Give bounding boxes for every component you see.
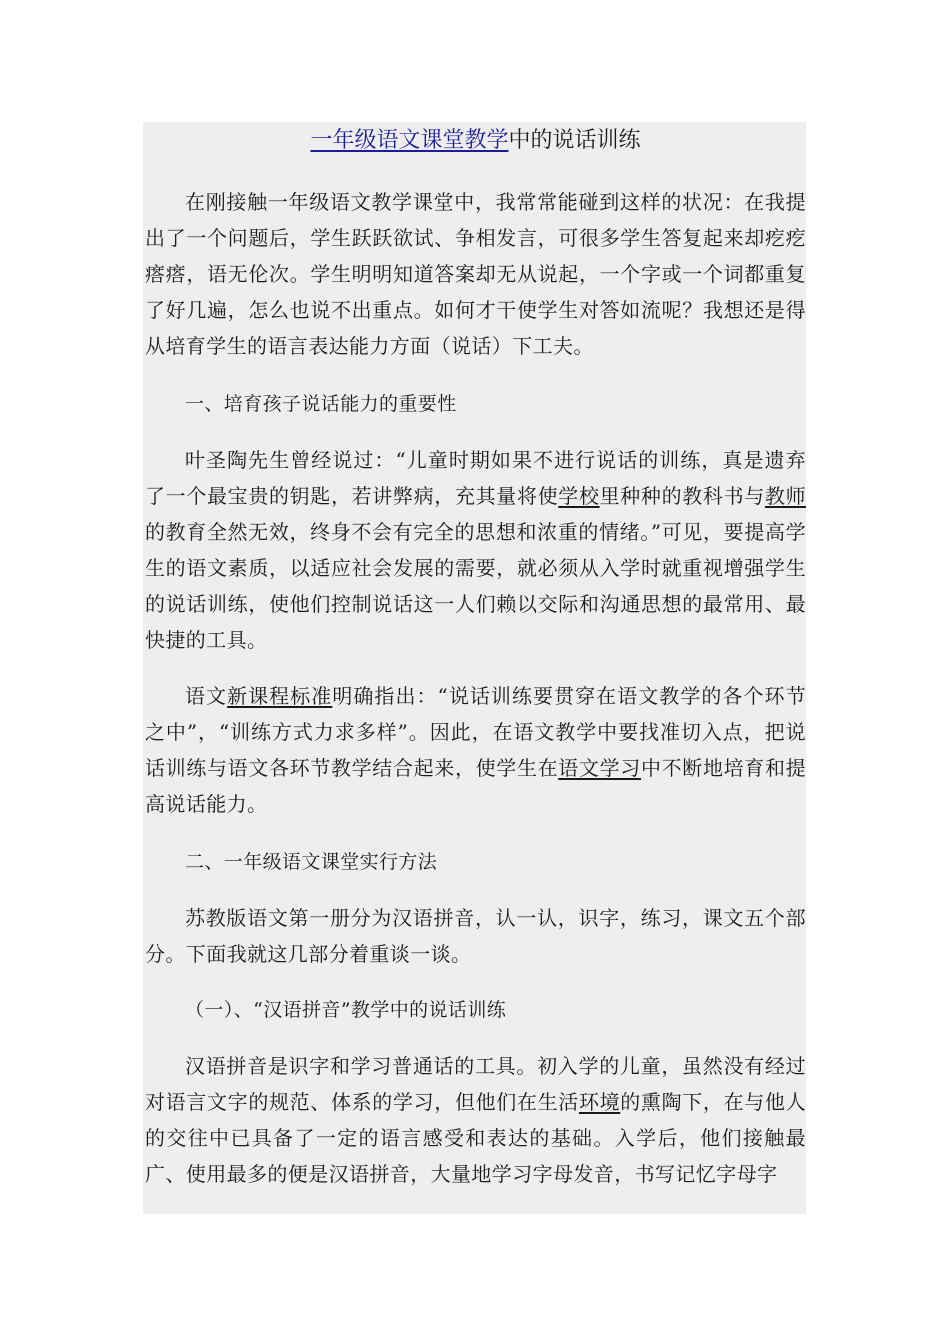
standard-text-c: 中不断地培育和提高说话能力。 <box>145 756 806 816</box>
document-title <box>145 122 806 162</box>
section-heading-2 <box>145 844 806 880</box>
title-rest: 中的说话训练 <box>508 128 641 153</box>
subsection-heading-1-text: （一）、“汉语拼音”教学中的说话训练 <box>185 999 507 1021</box>
section-heading-1 <box>145 386 806 422</box>
intro-text: 在刚接触一年级语文教学课堂中，我常常能碰到这样的状况：在我提出了一个问题后，学生跃跃欲试、争相发言，可很多学生答复起来却疙疙瘩瘩，语无伦次。学生明明知道答案却无从说起，一个字或一个词都重复了好几遍，怎么也说不出重点。如何才干使学生对答如流呢？我想还是得从培育学生的语言表达能力方面（说话）下工夫。 <box>145 190 806 358</box>
quote-paragraph <box>145 442 806 658</box>
subsection-heading-1 <box>145 992 806 1028</box>
keyword-link-teacher[interactable]: 教师 <box>764 484 806 508</box>
pinyin-paragraph <box>145 1048 806 1192</box>
standard-paragraph <box>145 678 806 822</box>
document-page <box>143 122 806 1214</box>
section-heading-1-text: 一、培育孩子说话能力的重要性 <box>185 393 457 415</box>
intro-paragraph <box>145 184 806 364</box>
keyword-link-school[interactable]: 学校 <box>558 484 600 508</box>
textbook-paragraph <box>145 900 806 972</box>
quote-text-a: 叶圣陶先生曾经说过：“儿童时期如果不进行说话的训练，真是遗弃了一个最宝贵的钥匙，若讲弊病，充其量将使 <box>145 448 806 508</box>
textbook-text: 苏教版语文第一册分为汉语拼音，认一认，识字，练习，课文五个部分。下面我就这几部分着重谈一谈。 <box>145 906 806 966</box>
keyword-link-language-study[interactable]: 语文学习 <box>558 756 641 780</box>
quote-text-b: 里种种的教科书与 <box>599 484 765 508</box>
quote-text-c: 的教育全然无效，终身不会有完全的思想和浓重的情绪。”可见，要提高学生的语文素质，以适应社会发展的需要，就必须从入学时就重视增强学生的说话训练，使他们控制说话这一人们赖以交际和沟通思想的最常用、最快捷的工具。 <box>145 520 806 652</box>
pinyin-text-b: 的熏陶下，在与他人的交往中已具备了一定的语言感受和表达的基础。入学后，他们接触最广、使用最多的便是汉语拼音，大量地学习字母发音，书写记忆字母字 <box>145 1090 806 1186</box>
keyword-link-environment[interactable]: 环境 <box>578 1090 621 1114</box>
section-heading-2-text: 二、一年级语文课堂实行方法 <box>185 851 438 873</box>
title-link[interactable]: 一年级语文课堂教学 <box>310 128 509 153</box>
standard-text-a: 语文 <box>185 684 228 708</box>
keyword-link-curriculum[interactable]: 新课程标准 <box>227 684 333 708</box>
pinyin-text-a: 汉语拼音是识字和学习普通话的工具。初入学的儿童，虽然没有经过对语言文字的规范、体系的学习，但他们在生活 <box>145 1054 806 1114</box>
standard-text-b: 明确指出：“说话训练要贯穿在语文教学的各个环节之中”，“训练方式力求多样”。因此，在语文教学中要找准切入点，把说话训练与语文各环节教学结合起来，使学生在 <box>145 684 806 780</box>
